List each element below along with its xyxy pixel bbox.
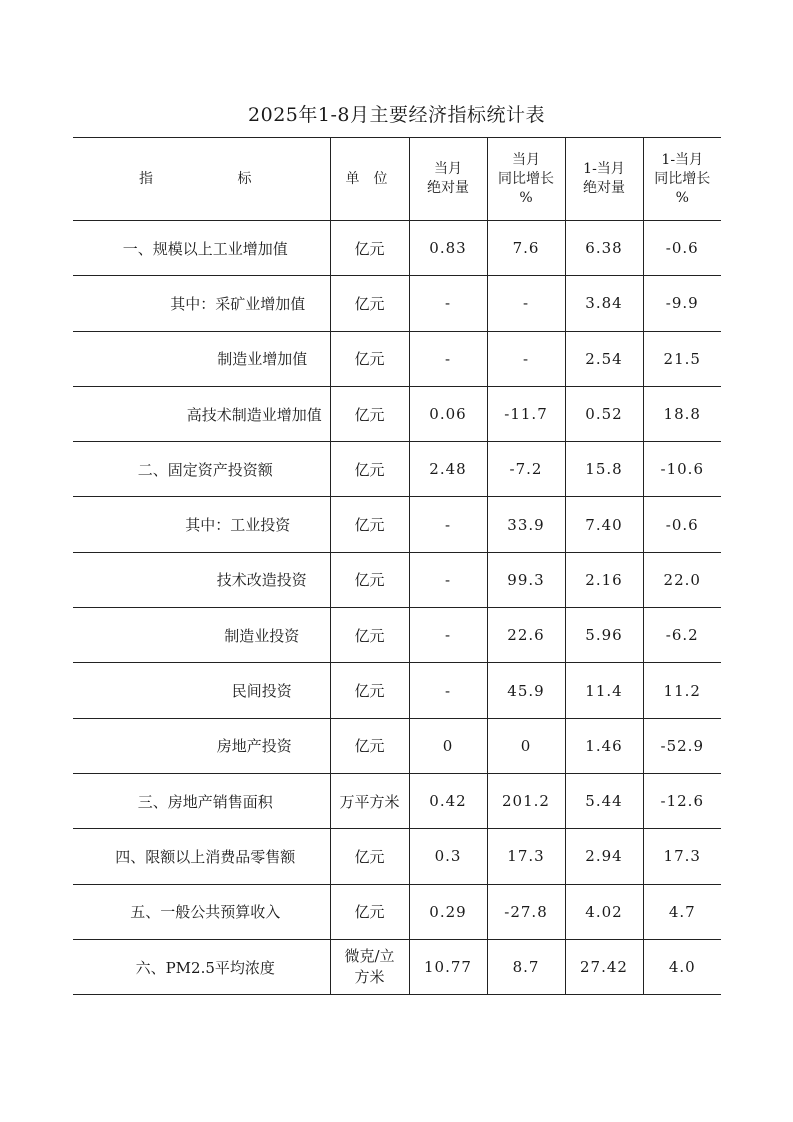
table-row (73, 442, 721, 497)
indicator-cell: 制造业投资 (73, 608, 330, 663)
month-yoy-cell: -11.7 (487, 386, 565, 441)
table-row (73, 773, 721, 828)
table-row (73, 718, 721, 773)
month-yoy-cell: - (487, 276, 565, 331)
indicator-cell: 二、固定资产投资额 (73, 442, 330, 497)
month-absolute-cell: - (409, 552, 487, 607)
month-yoy-cell: 45.9 (487, 663, 565, 718)
month-yoy-cell: 7.6 (487, 221, 565, 276)
table-row (73, 497, 721, 552)
cumulative-absolute-cell: 0.52 (565, 386, 643, 441)
month-absolute-cell: 0.06 (409, 386, 487, 441)
month-absolute-cell: - (409, 663, 487, 718)
month-absolute-cell: - (409, 608, 487, 663)
unit-cell: 亿元 (330, 884, 409, 939)
cumulative-absolute-cell: 2.54 (565, 331, 643, 386)
month-absolute-cell: - (409, 276, 487, 331)
table-row (73, 221, 721, 276)
unit-cell: 亿元 (330, 331, 409, 386)
indicator-cell: 其中：采矿业增加值 (73, 276, 330, 331)
unit-cell: 微克/立 方米 (330, 939, 409, 994)
indicator-cell: 三、房地产销售面积 (73, 773, 330, 828)
indicator-cell: 四、限额以上消费品零售额 (73, 829, 330, 884)
table-row (73, 884, 721, 939)
cumulative-yoy-cell: 4.0 (643, 939, 721, 994)
unit-cell: 亿元 (330, 221, 409, 276)
unit-cell: 亿元 (330, 276, 409, 331)
cumulative-absolute-cell: 15.8 (565, 442, 643, 497)
month-yoy-cell: -7.2 (487, 442, 565, 497)
cumulative-yoy-cell: -0.6 (643, 221, 721, 276)
month-yoy-cell: 33.9 (487, 497, 565, 552)
cumulative-yoy-cell: 17.3 (643, 829, 721, 884)
header-cumulative-absolute: 1-当月 绝对量 (565, 138, 643, 221)
unit-cell: 亿元 (330, 386, 409, 441)
cumulative-yoy-cell: 22.0 (643, 552, 721, 607)
unit-cell: 亿元 (330, 497, 409, 552)
cumulative-absolute-cell: 2.94 (565, 829, 643, 884)
cumulative-absolute-cell: 5.44 (565, 773, 643, 828)
cumulative-absolute-cell: 11.4 (565, 663, 643, 718)
cumulative-absolute-cell: 2.16 (565, 552, 643, 607)
table-row (73, 331, 721, 386)
unit-cell: 亿元 (330, 552, 409, 607)
indicator-cell: 一、规模以上工业增加值 (73, 221, 330, 276)
month-absolute-cell: - (409, 331, 487, 386)
indicator-cell: 其中：工业投资 (73, 497, 330, 552)
month-yoy-cell: -27.8 (487, 884, 565, 939)
indicator-cell: 六、PM2.5平均浓度 (73, 939, 330, 994)
cumulative-absolute-cell: 27.42 (565, 939, 643, 994)
cumulative-yoy-cell: -6.2 (643, 608, 721, 663)
header-indicator: 指 标 (73, 138, 330, 221)
cumulative-yoy-cell: -9.9 (643, 276, 721, 331)
table-body (73, 221, 721, 995)
header-cumulative-yoy: 1-当月 同比增长 % (643, 138, 721, 221)
indicator-cell: 民间投资 (73, 663, 330, 718)
header-month-yoy: 当月 同比增长 % (487, 138, 565, 221)
cumulative-absolute-cell: 3.84 (565, 276, 643, 331)
month-absolute-cell: 2.48 (409, 442, 487, 497)
table-row (73, 939, 721, 994)
cumulative-absolute-cell: 1.46 (565, 718, 643, 773)
cumulative-absolute-cell: 5.96 (565, 608, 643, 663)
cumulative-yoy-cell: -10.6 (643, 442, 721, 497)
unit-cell: 亿元 (330, 442, 409, 497)
table-row (73, 276, 721, 331)
month-absolute-cell: 10.77 (409, 939, 487, 994)
month-absolute-cell: 0.29 (409, 884, 487, 939)
month-absolute-cell: - (409, 497, 487, 552)
cumulative-absolute-cell: 4.02 (565, 884, 643, 939)
unit-cell: 亿元 (330, 608, 409, 663)
month-yoy-cell: 0 (487, 718, 565, 773)
header-row (73, 138, 721, 221)
indicator-cell: 技术改造投资 (73, 552, 330, 607)
cumulative-yoy-cell: -12.6 (643, 773, 721, 828)
indicator-cell: 高技术制造业增加值 (73, 386, 330, 441)
table-header (73, 138, 721, 221)
month-yoy-cell: 8.7 (487, 939, 565, 994)
month-yoy-cell: - (487, 331, 565, 386)
table-row (73, 663, 721, 718)
cumulative-yoy-cell: 11.2 (643, 663, 721, 718)
cumulative-yoy-cell: -0.6 (643, 497, 721, 552)
month-absolute-cell: 0.83 (409, 221, 487, 276)
month-absolute-cell: 0.42 (409, 773, 487, 828)
cumulative-yoy-cell: 4.7 (643, 884, 721, 939)
table-row (73, 608, 721, 663)
cumulative-yoy-cell: -52.9 (643, 718, 721, 773)
table-row (73, 829, 721, 884)
table-row (73, 386, 721, 441)
unit-cell: 亿元 (330, 663, 409, 718)
month-absolute-cell: 0 (409, 718, 487, 773)
month-yoy-cell: 22.6 (487, 608, 565, 663)
month-absolute-cell: 0.3 (409, 829, 487, 884)
statistics-table (73, 137, 721, 995)
header-unit: 单位 (330, 138, 409, 221)
cumulative-absolute-cell: 6.38 (565, 221, 643, 276)
month-yoy-cell: 99.3 (487, 552, 565, 607)
month-yoy-cell: 17.3 (487, 829, 565, 884)
page-title: 2025年1-8月主要经济指标统计表 (248, 104, 545, 126)
table-row (73, 552, 721, 607)
cumulative-absolute-cell: 7.40 (565, 497, 643, 552)
month-yoy-cell: 201.2 (487, 773, 565, 828)
indicator-cell: 房地产投资 (73, 718, 330, 773)
indicator-cell: 五、一般公共预算收入 (73, 884, 330, 939)
unit-cell: 亿元 (330, 718, 409, 773)
unit-cell: 亿元 (330, 829, 409, 884)
header-month-absolute: 当月 绝对量 (409, 138, 487, 221)
cumulative-yoy-cell: 18.8 (643, 386, 721, 441)
unit-cell: 万平方米 (330, 773, 409, 828)
cumulative-yoy-cell: 21.5 (643, 331, 721, 386)
indicator-cell: 制造业增加值 (73, 331, 330, 386)
